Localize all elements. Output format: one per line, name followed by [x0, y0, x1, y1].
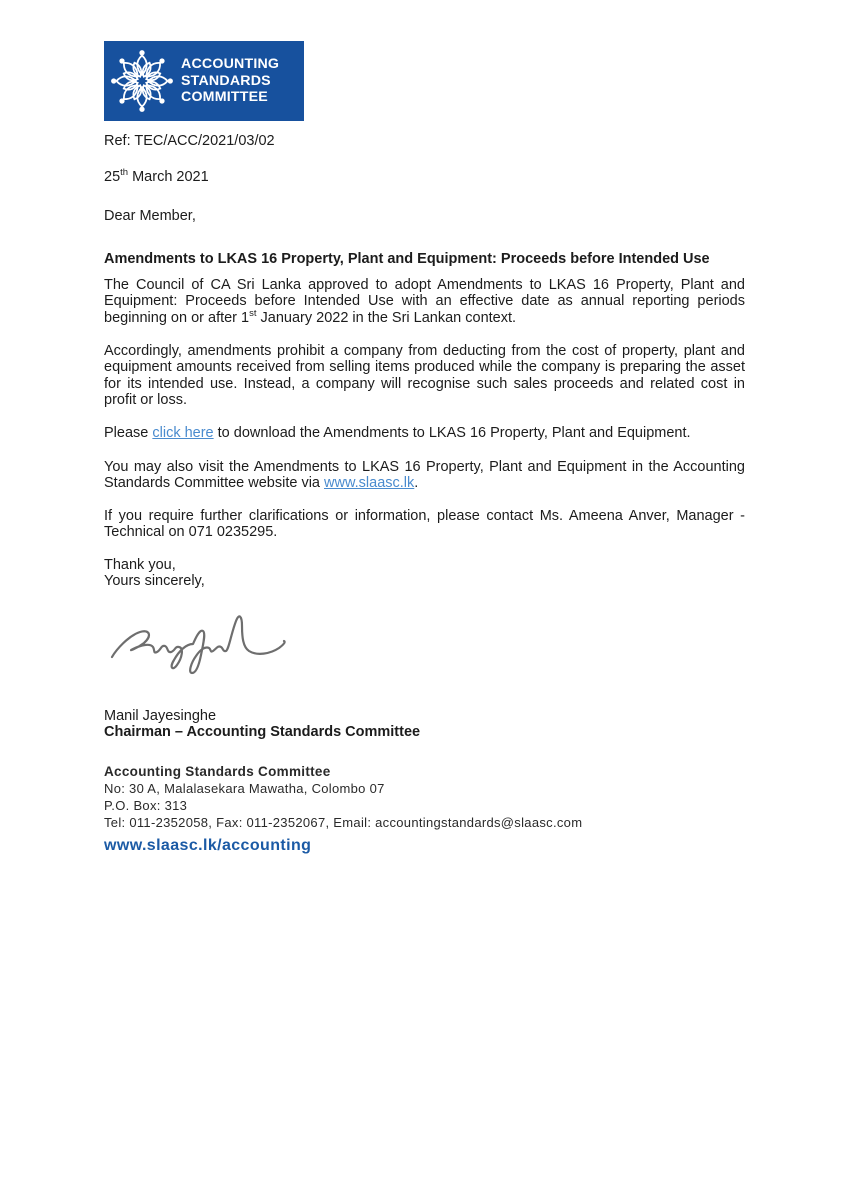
para1-text: The Council of CA Sri Lanka approved to adopt Amendments to LKAS 16 Property, Plant and Equipment: Proceeds before Intended Use with an effective date as annual reporting periods beginning on or after 1 — [104, 277, 745, 326]
website-link[interactable]: www.slaasc.lk — [324, 474, 415, 491]
para-amendments-detail: Accordingly, amendments prohibit a company from deducting from the cost of property, plant and equipment amounts received from selling items produced while the company is preparing the asset for its intended use. Instead, a company will recognise such sales proceeds and related cost in profit or loss. — [104, 343, 745, 408]
asc-lotus-icon — [111, 48, 173, 114]
logo-line-2: STANDARDS — [181, 72, 271, 89]
para-website — [104, 459, 745, 492]
asc-logo — [104, 41, 304, 121]
logo-line-1: ACCOUNTING — [181, 56, 280, 73]
para1-ordinal-suffix: st — [249, 307, 257, 319]
logo-wordmark — [181, 56, 279, 105]
letterhead-footer — [104, 764, 745, 855]
para1-text-after: January 2022 in the Sri Lankan context. — [256, 309, 517, 326]
download-link[interactable]: click here — [152, 425, 214, 442]
para-website-after: . — [414, 474, 419, 491]
footer-org-name: Accounting Standards Committee — [104, 764, 331, 780]
closing-block — [104, 557, 745, 590]
closing-sincerely: Yours sincerely, — [104, 573, 205, 590]
footer-url-link[interactable]: www.slaasc.lk/accounting — [104, 837, 312, 855]
signature-wrap — [106, 603, 745, 681]
para-effective-date — [104, 277, 745, 326]
para-download-before: Please — [104, 425, 153, 442]
date-rest: March 2021 — [128, 169, 209, 186]
ref-line: Ref: TEC/ACC/2021/03/02 — [104, 133, 275, 149]
subject-heading: Amendments to LKAS 16 Property, Plant and Equipment: Proceeds before Intended Use — [104, 250, 710, 267]
footer-address-line1: No: 30 A, Malalasekara Mawatha, Colombo 07 — [104, 781, 385, 797]
para-website-before: You may also visit the Amendments to LKAS 16 Property, Plant and Equipment in the Accounting Standards Committee website via — [104, 458, 745, 491]
salutation: Dear Member, — [104, 207, 196, 224]
letter-content — [104, 41, 745, 855]
date-line — [104, 169, 745, 185]
closing-thanks: Thank you, — [104, 556, 176, 573]
date-ordinal-suffix: th — [120, 167, 129, 179]
logo-line-3: COMMITTEE — [181, 89, 268, 106]
footer-address-line2: P.O. Box: 313 — [104, 797, 188, 813]
signer-title: Chairman – Accounting Standards Committee — [104, 723, 421, 740]
signature-image — [106, 603, 291, 677]
date-day: 25 — [104, 169, 121, 186]
signer-name: Manil Jayesinghe — [104, 707, 217, 724]
footer-contact-line: Tel: 011-2352058, Fax: 011-2352067, Email: accountingstandards@slaasc.com — [104, 814, 583, 830]
para-download — [104, 425, 745, 441]
para-download-after: to download the Amendments to LKAS 16 Property, Plant and Equipment. — [213, 425, 691, 442]
para-contact: If you require further clarifications or information, please contact Ms. Ameena Anver, Manager - Technical on 071 0235295. — [104, 508, 745, 541]
